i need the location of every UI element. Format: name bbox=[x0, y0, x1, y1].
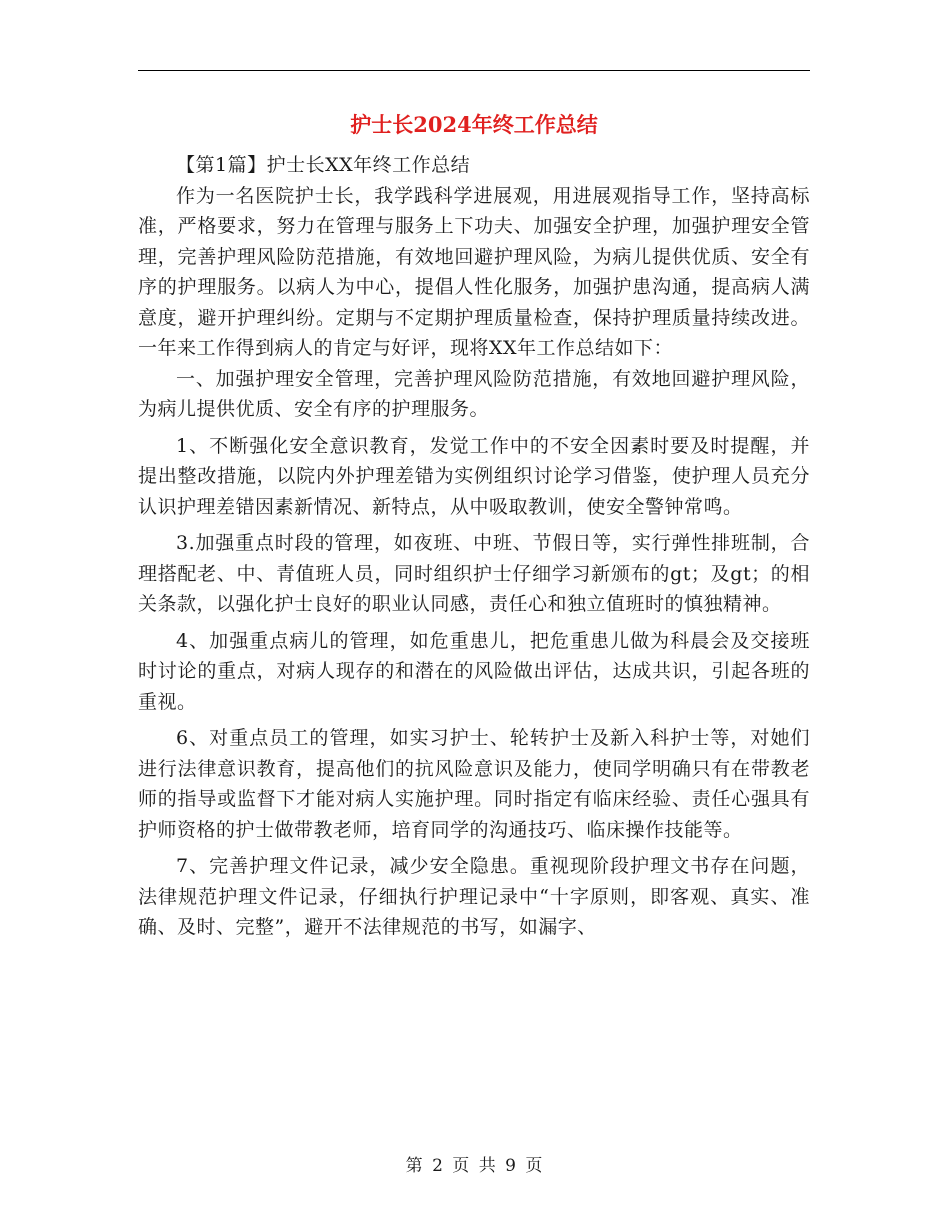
document-body bbox=[138, 150, 810, 943]
document-title: 护士长2024年终工作总结 bbox=[350, 112, 598, 137]
paragraph-item-4: 4、加强重点病儿的管理，如危重患儿，把危重患儿做为科晨会及交接班时讨论的重点，对病人现存的和潜在的风险做出评估，达成共识，引起各班的重视。 bbox=[138, 629, 810, 713]
header-rule bbox=[138, 70, 810, 71]
paragraph-item-3: 3.加强重点时段的管理，如夜班、中班、节假日等，实行弹性排班制，合理搭配老、中、青值班人员，同时组织护士仔细学习新颁布的gt；及gt；的相关条款，以强化护士良好的职业认同感，责任心和独立值班时的慎独精神。 bbox=[138, 532, 810, 615]
paragraph-intro: 作为一名医院护士长，我学践科学进展观，用进展观指导工作，坚持高标准，严格要求，努力在管理与服务上下功夫、加强安全护理，加强护理安全管理，完善护理风险防范措施，有效地回避护理风险，为病儿提供优质、安全有序的护理服务。以病人为中心，提倡人性化服务，加强护患沟通，提高病人满意度，避开护理纠纷。定期与不定期护理质量检查，保持护理质量持续改进。一年来工作得到病人的肯定与好评，现将XX年工作总结如下： bbox=[138, 184, 810, 359]
paragraph-item-6: 6、对重点员工的管理，如实习护士、轮转护士及新入科护士等，对她们进行法律意识教育，提高他们的抗风险意识及能力，使同学明确只有在带教老师的指导或监督下才能对病人实施护理。同时指定有临床经验、责任心强具有护师资格的护士做带教老师，培育同学的沟通技巧、临床操作技能等。 bbox=[138, 727, 810, 841]
page-number-footer: 第 2 页 共 9 页 bbox=[405, 1156, 545, 1176]
section-heading: 【第1篇】护士长XX年终工作总结 bbox=[176, 154, 471, 176]
paragraph-item-7: 7、完善护理文件记录，减少安全隐患。重视现阶段护理文书存在问题，法律规范护理文件记录，仔细执行护理记录中“十字原则，即客观、真实、准确、及时、完整”，避开不法律规范的书写，如漏字、 bbox=[138, 855, 810, 938]
paragraph-item-1: 1、不断强化安全意识教育，发觉工作中的不安全因素时要及时提醒，并提出整改措施，以院内外护理差错为实例组织讨论学习借鉴，使护理人员充分认识护理差错因素新情况、新特点，从中吸取教训，使安全警钟常鸣。 bbox=[138, 434, 810, 518]
paragraph-point-1: 一、加强护理安全管理，完善护理风险防范措施，有效地回避护理风险，为病儿提供优质、安全有序的护理服务。 bbox=[138, 367, 810, 420]
